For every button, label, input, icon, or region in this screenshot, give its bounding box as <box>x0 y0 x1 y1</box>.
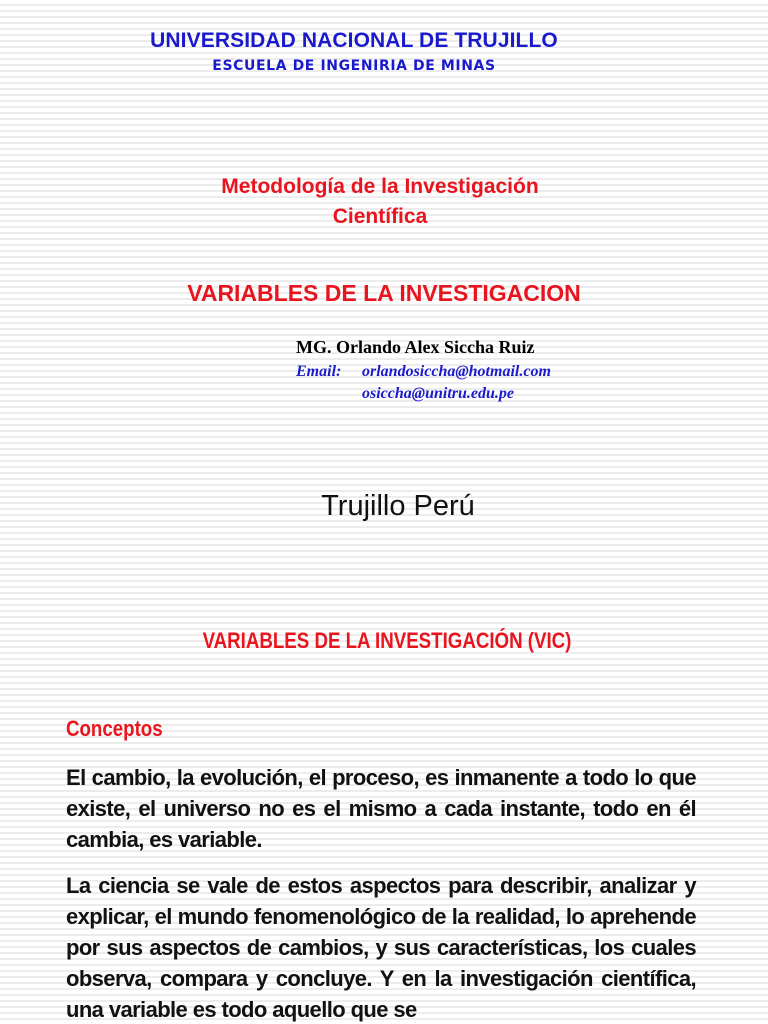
course-title-line-1: Metodología de la Investigación <box>221 175 539 198</box>
email-address-2[interactable]: osiccha@unitru.edu.pe <box>362 385 514 402</box>
paragraph-science: La ciencia se vale de estos aspectos para describir, analizar y explicar, el mundo fenomenológico de la realidad, lo aprehende por sus aspectos de cambios, y sus características, los cuales observa, compara y concluye. Y en la investigación científica, una variable es todo aquello que se <box>66 873 696 1022</box>
slide-title: VARIABLES DE LA INVESTIGACIÓN (VIC) <box>202 628 572 653</box>
course-title <box>0 172 764 232</box>
content-slide <box>0 592 768 1024</box>
email-row-1 <box>296 361 551 383</box>
location: Trujillo Perú <box>321 490 475 522</box>
paragraph-change: El cambio, la evolución, el proceso, es inmanente a todo lo que existe, el universo no es el mismo a cada instante, todo en él cambia, es variable. <box>66 765 696 852</box>
topic-title: VARIABLES DE LA INVESTIGACION <box>187 280 581 306</box>
concepts-heading: Conceptos <box>66 716 163 741</box>
email-row-2 <box>296 383 551 405</box>
course-title-line-2: Científica <box>332 205 428 228</box>
author-block <box>296 337 551 405</box>
university-name: UNIVERSIDAD NACIONAL DE TRUJILLO <box>150 29 558 52</box>
author-name: MG. Orlando Alex Siccha Ruiz <box>296 337 535 357</box>
email-address-1[interactable]: orlandosiccha@hotmail.com <box>362 363 551 380</box>
email-label: Email: <box>296 363 342 380</box>
school-name: ESCUELA DE INGENIRIA DE MINAS <box>212 58 496 74</box>
